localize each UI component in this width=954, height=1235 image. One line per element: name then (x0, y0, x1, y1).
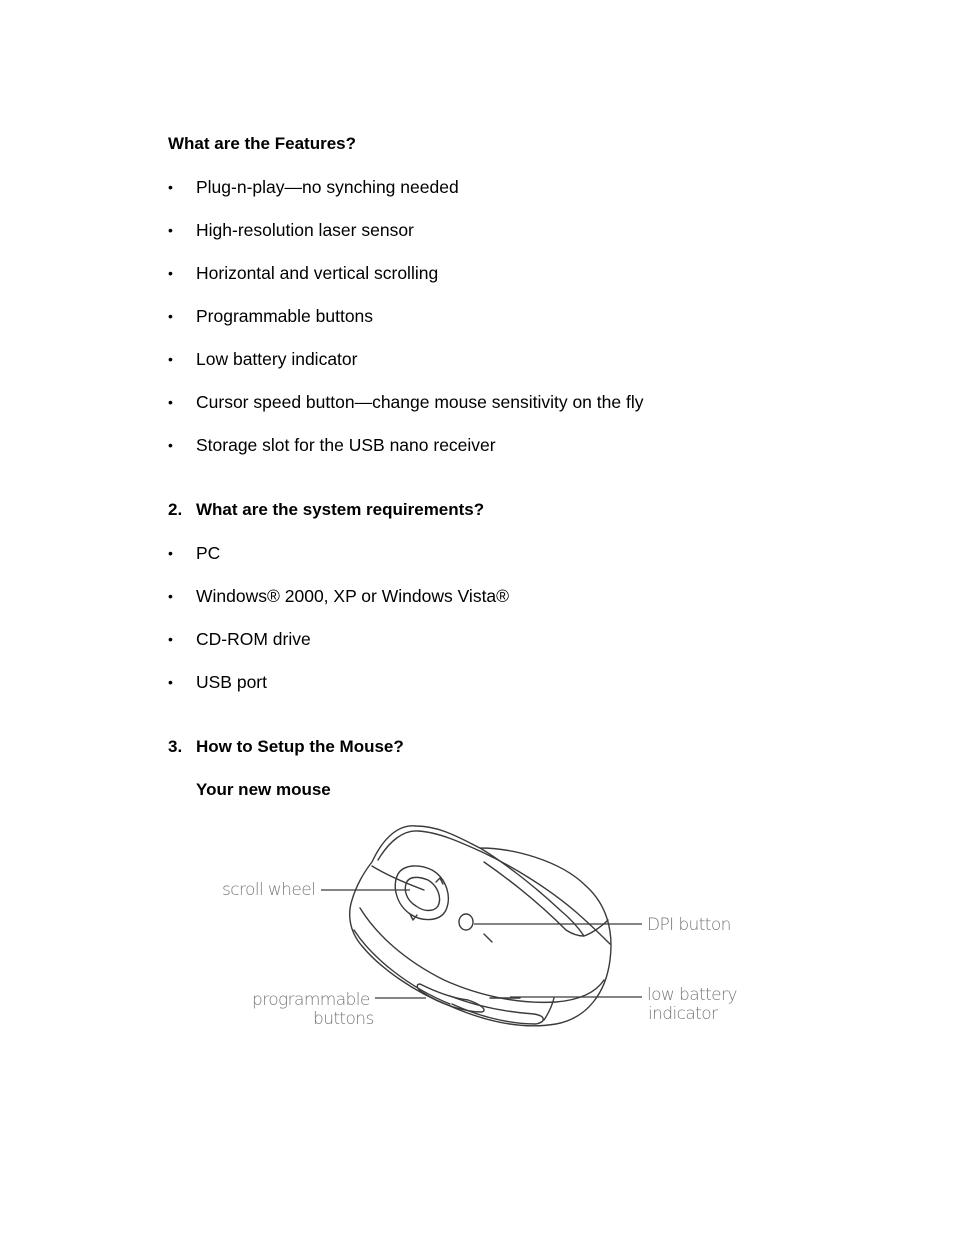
bullet-icon: • (168, 308, 173, 324)
bullet-icon: • (168, 265, 173, 281)
bullet-icon: • (168, 631, 173, 647)
list-item: Horizontal and vertical scrolling (196, 263, 439, 283)
bullet-icon: • (168, 674, 173, 690)
requirements-heading: What are the system requirements? (196, 500, 485, 519)
list-item: Cursor speed button—change mouse sensitivity on the fly (196, 392, 644, 412)
mouse-body-outline (350, 826, 611, 1026)
setup-heading: How to Setup the Mouse? (196, 737, 404, 756)
section-number: 3. (168, 737, 183, 756)
bullet-icon: • (168, 179, 173, 195)
scroll-wheel-label: scroll wheel (222, 880, 316, 900)
low-battery-label-line1: low battery (647, 985, 737, 1005)
list-item: Programmable buttons (196, 306, 374, 326)
dpi-slot (484, 934, 492, 942)
features-heading: What are the Features? (168, 134, 356, 153)
list-item: USB port (196, 672, 267, 692)
mouse-underside-line (544, 998, 554, 1020)
dpi-button-label: DPI button (647, 915, 731, 935)
list-item: Storage slot for the USB nano receiver (196, 435, 496, 455)
programmable-button-icon (417, 984, 484, 1012)
dpi-button-icon (459, 914, 473, 930)
scroll-wheel-housing (395, 866, 448, 920)
bullet-icon: • (168, 545, 173, 561)
list-item: PC (196, 543, 221, 563)
bullet-icon: • (168, 588, 173, 604)
low-battery-label-line2: indicator (648, 1004, 718, 1024)
programmable-buttons-label-line1: programmable (252, 990, 370, 1010)
programmable-buttons-label-line2: buttons (313, 1009, 374, 1029)
list-item: CD-ROM drive (196, 629, 311, 649)
bullet-icon: • (168, 394, 173, 410)
scroll-wheel-icon (405, 877, 439, 910)
scroll-arrow-down-icon (410, 914, 417, 920)
list-item: Low battery indicator (196, 349, 358, 369)
list-item: High-resolution laser sensor (196, 220, 414, 240)
mouse-side-seam (360, 908, 604, 1002)
bullet-icon: • (168, 222, 173, 238)
bullet-icon: • (168, 437, 173, 453)
bullet-icon: • (168, 351, 173, 367)
list-item: Windows® 2000, XP or Windows Vista® (196, 586, 510, 606)
section-number: 2. (168, 500, 183, 519)
mouse-left-button-edge (378, 831, 610, 944)
setup-subheading: Your new mouse (196, 780, 331, 799)
list-item: Plug-n-play—no synching needed (196, 177, 459, 197)
